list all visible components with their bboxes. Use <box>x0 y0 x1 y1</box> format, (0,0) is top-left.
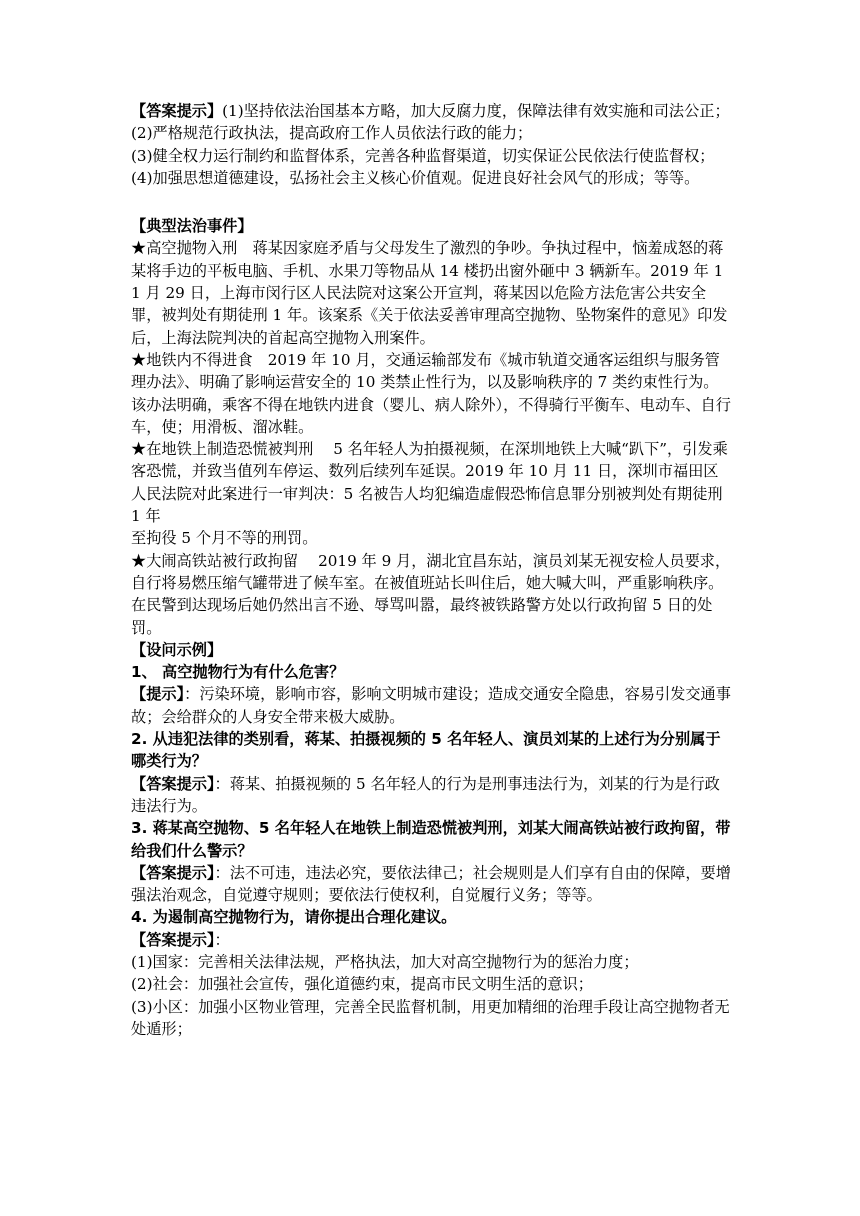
answer-4-line-1: (1)国家：完善相关法律法规，严格执法，加大对高空抛物行为的惩治力度； <box>131 952 639 971</box>
answer-2 <box>131 773 731 818</box>
answer-hint-line-1: (1)坚持依法治国基本方略，加大反腐力度，保障法律有效实施和司法公正；(2)严格规范行政执法，提高政府工作人员依法行政的能力； <box>131 102 730 143</box>
answer-4-text: ： <box>214 930 230 949</box>
event-item-4: ★大闹高铁站被行政拘留 2019 年 9 月，湖北宜昌东站，演员刘某无视安检人员要求，自行将易燃压缩气罐带进了候车室。在被值班站长叫住后，她大喊大叫，严重影响秩序。在民警到达现场后她仍然出言不逊、辱骂叫嚣，最终被铁路警方处以行政拘留 5 日的处罚。 <box>131 551 731 637</box>
document-page <box>131 100 731 1040</box>
answer-4-line-3: (3)小区：加强小区物业管理，完善全民监督机制，用更加精细的治理手段让高空抛物者无处遁形； <box>131 997 730 1038</box>
question-1: 1、 高空抛物行为有什么危害？ <box>131 663 345 682</box>
answer-1 <box>131 683 731 728</box>
event-item-3: ★在地铁上制造恐慌被判刑 5 名年轻人为拍摄视频，在深圳地铁上大喊“趴下”，引发乘客恐慌，并致当值列车停运、数列后续列车延误。2019 年 10 月 11 日，深圳市福田区人民法院对此案进行一审判决：5 名被告人均犯编造虚假恐怖信息罪分别被判处有期徒刑 1 年 <box>131 440 728 526</box>
answer-1-text: ：污染环境，影响市容，影响文明城市建设；造成交通安全隐患，容易引发交通事故；会给群众的人身安全带来极大威胁。 <box>131 685 731 726</box>
question-3: 3. 蒋某高空抛物、5 名年轻人在地铁上制造恐慌被判刑，刘某大闹高铁站被行政拘留，带给我们什么警示？ <box>131 819 731 860</box>
answer-2-label: 【答案提示】 <box>131 774 215 793</box>
answer-3 <box>131 862 731 907</box>
answer-hint-label: 【答案提示】 <box>131 102 223 120</box>
event-item-2: ★地铁内不得进食 2019 年 10 月，交通运输部发布《城市轨道交通客运组织与服务管理办法》、明确了影响运营安全的 10 类禁止性行为，以及影响秩序的 7 类约束性行为。该办法明确，乘客不得在地铁内进食（婴儿、病人除外），不得骑行平衡车、电动车、自行车，使；用滑板、溜冰鞋。 <box>131 350 731 436</box>
answer-4 <box>131 929 731 951</box>
answer-2-text: ：蒋某、拍摄视频的 5 名年轻人的行为是刑事违法行为，刘某的行为是行政违法行为。 <box>131 774 720 815</box>
answer-hint-line-3: (4)加强思想道德建设，弘扬社会主义核心价值观。促进良好社会风气的形成；等等。 <box>131 168 700 187</box>
answer-3-label: 【答案提示】 <box>131 863 215 882</box>
question-4: 4. 为遏制高空抛物行为，请你提出合理化建议。 <box>131 908 457 927</box>
questions-heading: 【设问示例】 <box>131 640 223 659</box>
answer-3-text: ：法不可违，违法必究，要依法律己；社会规则是人们享有自由的保障，要增强法治观念，自觉遵守规则；要依法行使权利，自觉履行义务；等等。 <box>131 863 731 905</box>
answer-1-label: 【提示】 <box>131 685 185 704</box>
question-2: 2. 从违犯法律的类别看，蒋某、拍摄视频的 5 名年轻人、演员刘某的上述行为分别属于哪类行为？ <box>131 730 721 771</box>
answer-4-label: 【答案提示】 <box>131 930 215 949</box>
event-item-1: ★高空抛物入刑 蒋某因家庭矛盾与父母发生了激烈的争吵。争执过程中，恼羞成怒的蒋某将手边的平板电脑、手机、水果刀等物品从 14 楼扔出窗外砸中 3 辆新车。2019 年 11 月 29 日，上海市闵行区人民法院对这案公开宣判，蒋某因以危险方法危害公共安全罪，被判处有期徒刑 1 年。该案系《关于依法妥善审理高空抛物、坠物案件的意见》印发后，上海法院判决的首起高空抛物入刑案件。 <box>131 239 728 347</box>
spacer <box>131 189 731 215</box>
events-heading: 【典型法治事件】 <box>131 217 253 236</box>
answer-hint-line-2: (3)健全权力运行制约和监督体系，完善各种监督渠道，切实保证公民依法行使监督权； <box>131 146 715 165</box>
answer-hint-paragraph <box>131 100 731 145</box>
answer-4-line-2: (2)社会：加强社会宣传，强化道德约束，提高市民文明生活的意识； <box>131 975 593 994</box>
event-item-3-tail: 至拘役 5 个月不等的刑罚。 <box>131 529 318 548</box>
